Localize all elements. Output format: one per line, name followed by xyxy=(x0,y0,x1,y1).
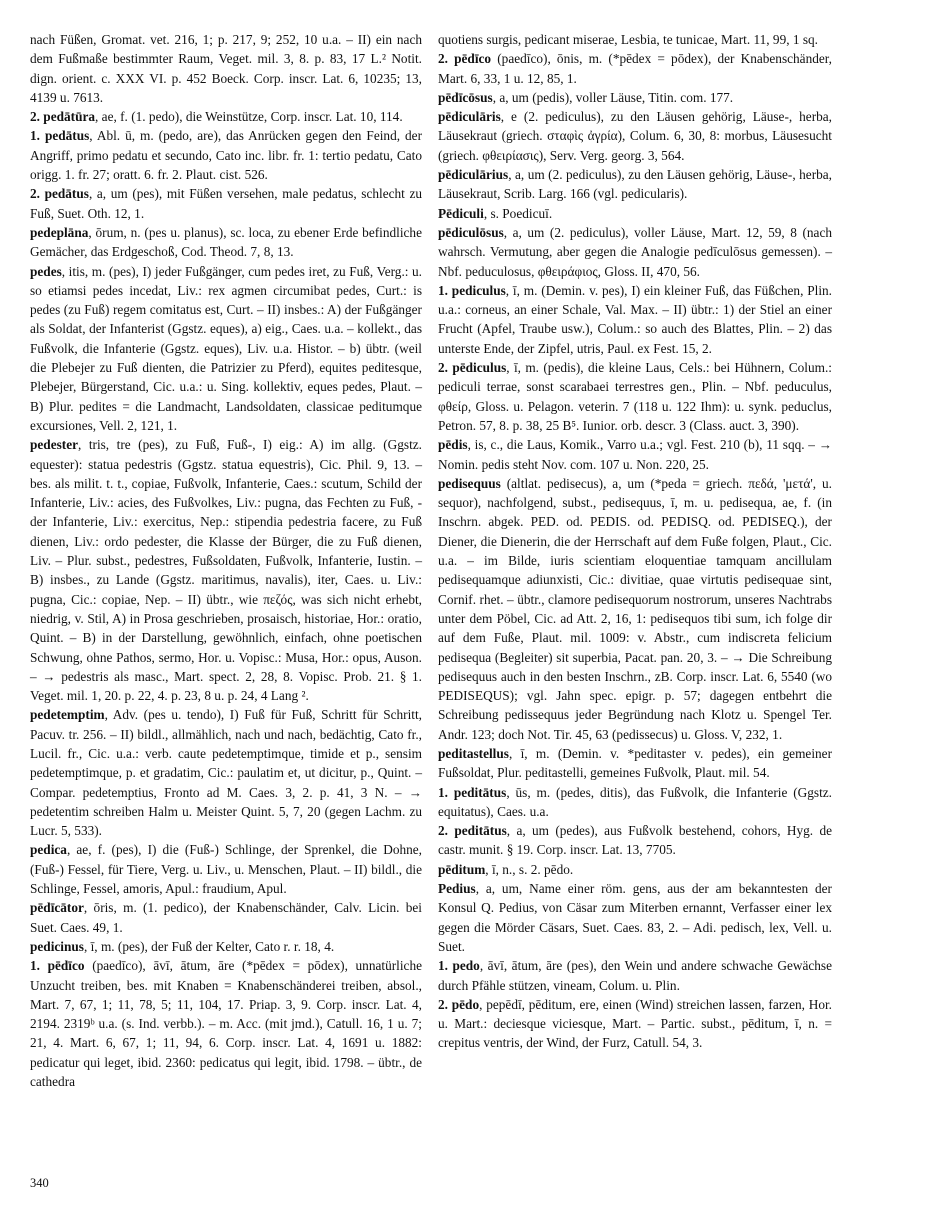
dictionary-entry xyxy=(438,435,832,474)
dictionary-entry xyxy=(438,204,832,223)
dictionary-entry xyxy=(438,165,832,204)
entry-headword: pēdiculāris xyxy=(438,109,501,125)
entry-headword: pēdīcātor xyxy=(30,900,84,916)
entry-headword: pēdīcōsus xyxy=(438,89,493,105)
dictionary-entry xyxy=(438,879,832,956)
entry-body: , a, um (pedis), voller Läuse, Titin. com. 177. xyxy=(492,89,734,105)
entry-headword: peditastellus xyxy=(438,745,509,761)
entry-headword: 1. peditātus xyxy=(438,784,507,800)
dictionary-entry xyxy=(438,30,832,49)
entry-body: , ī, m. (pedis), die kleine Laus, Cels.: bei Hühnern, Colum.: pediculi terrae, sonst scarabaei terrestres gen., Plin. – Nbf. peduculus, φθείρ, Gloss. u. Pelagon. veterin. 7 (118 u. 122 Ihm): u. synk. peduclus, Petron. 57, 8. p. 38, 25 B⁵. Iunior. orb. descr. 3 (Class. auct. 3, 390). xyxy=(438,360,832,433)
entry-headword: 2. pēdo xyxy=(438,996,480,1012)
dictionary-entry xyxy=(30,956,422,1091)
entry-headword: pēdis xyxy=(438,437,468,453)
dictionary-entry xyxy=(438,49,832,88)
dictionary-entry xyxy=(30,30,422,107)
entry-headword: pedetemptim xyxy=(30,707,105,723)
entry-headword: pedes xyxy=(30,263,62,279)
entry-body: , a, um (pes), mit Füßen versehen, male pedatus, schlecht zu Fuß, Suet. Oth. 12, 1. xyxy=(30,186,423,221)
entry-headword: 2. peditātus xyxy=(438,823,507,839)
entry-body: , e (2. pediculus), zu den Läusen gehörig, Läuse-, herba, Läusekraut (griech. σταφὶς ἀγρία), Colum. 6, 30, 8: morbus, Läusesucht (griech. φθειρίασις), Serv. Verg. georg. 3, 564. xyxy=(438,109,832,163)
entry-headword: Pedius xyxy=(438,881,476,897)
entry-headword: Pēdiculi xyxy=(438,205,484,221)
dictionary-entry xyxy=(438,107,832,165)
entry-body: , ī, n., s. 2. pēdo. xyxy=(485,861,574,877)
entry-body: , a, um (2. pediculus), voller Läuse, Mart. 12, 59, 8 (nach wahrsch. Vermutung, aber gegen die Analogie pedīculōsus gemessen). – Nbf. peduculosus, φθειράφιος, Gloss. II, 470, 56. xyxy=(438,224,832,279)
entry-headword: 1. pedo xyxy=(438,958,480,974)
entry-body: , tris, tre (pes), zu Fuß, Fuß-, I) eig.: A) im allg. (Ggstz. equester): statua pedestris (Ggstz. statua equestris), Cic. Phil. 9, 13. – bes. als milit. t. t., copiae, Fußvolk, Infanterie, Caes.: scutum, Schild der Infanterie, Liv.: acies, des Fußvolkes, Liv.: pugna, das Fechten zu Fuß, -der Infanterie, Liv.: exercitus, Nep.: stipendia pedestria facere, zu Fuß dienen, Liv.: ordo pedester, die Klasse der Bürger, die zu Fuß dienen, Liv. – Plur. subst., pedestres, Fußsoldaten, Fußvolk, Infanterie, Iustin. – B) insbes., zu Lande (Ggstz. maritimus, navalis), iter, Caes. u. Liv.: pugna, Cic.: copiae, Nep. – II) übtr., wie πεζός, was sich nicht erhebt, niedrig, v. Stil, A) in Prosa geschrieben, prosaisch, historiae, Hor.: oratio, Quint. – B) in der Darstellung, gewöhnlich, einfach, ohne poetischen Schwung, ohne Pathos, sermo, Hor. u. Vopisc.: Musa, Hor.: opus, Auson. – → pedestris als masc., Mart. spect. 2, 28, 8. Vopisc. Prob. 21. § 1. Veget. mil. 1, 20. p. 22, 4. p. 23, 8 u. p. 24, 4 Lang ². xyxy=(30,437,422,704)
dictionary-entry xyxy=(30,937,422,956)
entry-body: nach Füßen, Gromat. vet. 216, 1; p. 217, 9; 252, 10 u.a. – II) ein nach dem Fußmaße bestimmter Raum, Veget. mil. 3, 8. p. 83, 17 L.² Notit. dign. orient. c. XXX VI. p. 452 Boeck. Corp. inscr. Lat. 6, 10235; 13, 4139 u. 7613. xyxy=(30,32,422,105)
dictionary-entry xyxy=(438,744,832,783)
dictionary-entry xyxy=(438,995,832,1053)
entry-headword: 2. pēdiculus xyxy=(438,360,507,376)
entry-body: , s. Poedicuī. xyxy=(483,205,553,221)
dictionary-entry xyxy=(438,281,832,358)
entry-body: , Adv. (pes u. tendo), I) Fuß für Fuß, Schritt für Schritt, Pacuv. tr. 256. – II) bildl., allmählich, nach und nach, bedächtig, Cato fr., Lucil. fr., Cic. u.a.: verb. caute pedetemptimque, timide et p., sensim pedetemptimque, p. et gradatim, Cic.: paulatim et, ut dicitur, p., Quint. – Compar. pedetemptius, Fronto ad M. Caes. 3, 2. p. 41, 3 N. – → pedetentim schreiben Halm u. Meister Quint. 5, 7, 20 (gegen Lachm. zu Lucr. 5, 533). xyxy=(30,707,422,839)
entry-headword: pedicinus xyxy=(30,938,84,954)
entry-body: , ae, f. (1. pedo), die Weinstütze, Corp. inscr. Lat. 10, 114. xyxy=(95,109,403,125)
dictionary-entry xyxy=(438,358,832,435)
entry-body: (altlat. pedisecus), a, um (*peda = griech. πεδά, 'μετά', u. sequor), nachfolgend, subst., pedisequus, ī, m. u. pedisequa, ae, f. (in Inschrn. abgek. PED. od. PEDIS. od. PEDISQ. od. PEDISEQ.), der Diener, die Dienerin, die der Herrschaft auf dem Fuße folgen, Plaut., Cic. u.a. – im Bilde, iuris scientiam eloquentiae tamquam ancillulam pedisequamque adiunxisti, Cic.: divitiae, quae virtutis pedisequae sint, Cornif. rhet. – übtr., clamore pedisequorum nostrorum, unseres Nachtrabs unter dem Pöbel, Cic. ad Att. 2, 16, 1: pedisequos tibi sum, ich folge dir auf dem Fuße, Plaut. mil. 1009: v. Abstr., cum indiscreta felicium pedisequa (Begleiter) sit superbia, Pacat. pan. 20, 3. – → Die Schreibung pedisequus auch in den besten Inschrn., zB. Corp. inscr. Lat. 6, 5540 (wo PEDISEQUS); vgl. Jahn spec. epigr. p. 57; dagegen entbehrt die Schreibung pedissequus jeder Begründung nach Klotz u. Spengel Ter. Andr. 123; doch Not. Tir. 45, 63 (pedissecus) u. Gloss. V, 232, 1. xyxy=(438,475,832,742)
entry-body: , ūs, m. (pedes, ditis), das Fußvolk, die Infanterie (Ggstz. equitatus), Caes. u.a. xyxy=(438,784,832,819)
entry-headword: 2. pedātūra xyxy=(30,109,96,125)
dictionary-entry xyxy=(30,107,422,126)
dictionary-entry xyxy=(30,223,422,262)
entry-headword: 1. pēdīco xyxy=(30,958,85,974)
entry-body: , itis, m. (pes), I) jeder Fußgänger, cum pedes iret, zu Fuß, Verg.: u. so etiamsi pedes incedat, Liv.: rex agmen circumibat pedes, Curt.: is pedes (zu Fuß) regem comitatus est, Curt. – II) insbes.: A) der Fußgänger als Soldat, der Infanterist (Ggstz. eques), a) eig., Caes. u.a. – kollekt., das Fußvolk, die Infanterie (Ggstz. eques), Liv. u.a. Histor. – b) übtr. (weil die Plebejer zu Fuß dienten, die Patrizier zu Pferd), equites peditesque, Plebejer, Bürgerstand, Cic. u.a.: u. Sing. kollektiv, eques pedes, Plaut. – B) Plur. pedites = die Landmacht, Landsoldaten, classicae peditumque excursiones, Vell. 2, 121, 1. xyxy=(30,263,422,433)
dictionary-entry xyxy=(438,783,832,822)
entry-headword: 2. pedātus xyxy=(30,186,89,202)
dictionary-entry xyxy=(30,705,422,840)
left-column xyxy=(30,30,422,1091)
dictionary-entry xyxy=(30,840,422,898)
dictionary-entry xyxy=(438,821,832,860)
entry-body: , ī, m. (Demin. v. pes), I) ein kleiner Fuß, das Füßchen, Plin. u.a.: corneus, an einer Schale, Val. Max. – II) übtr.: 1) der Stiel an einer Frucht (Apfel, Traube usw.), Colum.: so auch des Blattes, Plin. – 2) das unterste Ende, der Zipfel, utris, Paul. ex Fest. 15, 2. xyxy=(438,282,832,356)
dictionary-entry xyxy=(30,898,422,937)
dictionary-entry xyxy=(438,860,832,879)
dictionary-entry xyxy=(438,223,832,281)
page-number: 340 xyxy=(30,1176,49,1190)
entry-headword: 1. pediculus xyxy=(438,282,506,298)
entry-body: , ī, m. (Demin. v. *peditaster v. pedes), ein gemeiner Fußsoldat, Plur. peditastelli, gemeines Fußvolk, Plaut. mil. 54. xyxy=(438,745,832,781)
entry-body: , Abl. ū, m. (pedo, are), das Anrücken gegen den Feind, der Angriff, primo pedatu et secundo, Cato inc. libr. fr. 1: tertio pedatu, Cato origg. 1. fr. 27; oratt. 6. fr. 2. Plaut. cist. 526. xyxy=(30,128,422,183)
entry-body: , ōris, m. (1. pedico), der Knabenschänder, Calv. Licin. bei Suet. Caes. 49, 1. xyxy=(30,900,422,935)
entry-headword: pēditum xyxy=(438,861,486,877)
dictionary-entry xyxy=(438,956,832,995)
entry-body: , ae, f. (pes), I) die (Fuß-) Schlinge, der Sprenkel, die Dohne, (Fuß-) Fessel, für Tiere, Verg. u. Liv., u. Menschen, Plaut. – II) bildl., die Schlinge, Fessel, amoris, Apul.: fraudium, Apul. xyxy=(30,842,422,897)
dictionary-entry xyxy=(30,126,422,184)
entry-body: , ī, m. (pes), der Fuß der Kelter, Cato r. r. 18, 4. xyxy=(83,938,335,954)
entry-body: , is, c., die Laus, Komik., Varro u.a.; vgl. Fest. 210 (b), 11 sqq. – → Nomin. pedis steht Nov. com. 107 u. Non. 220, 25. xyxy=(438,437,832,472)
entry-headword: pedica xyxy=(30,842,67,858)
entry-body: , a, um, Name einer röm. gens, aus der am bekanntesten der Konsul Q. Pedius, von Cäsar zum Miterben ernannt, Verfasser einer lex gegen die Mörder Cäsars, Suet. Caes. 83, 2. – Adi. pedisch, lex, Vell. u. Suet. xyxy=(438,881,832,954)
entry-body: (paedīco), āvī, ātum, āre (*pēdex = pōdex), unnatürliche Unzucht treiben, bes. mit Knaben = Knabenschänderei treiben, absol., Mart. 7, 67, 1; 11, 78, 5; 11, 104, 17. Priap. 3, 9. Corp. inscr. Lat. 4, 2194. 2319ᵇ u.a. (s. Ind. verbb.). – m. Acc. (mit jmd.), Catull. 16, 1 u. 7; 21, 4. Mart. 6, 67, 1; 11, 94, 6. Corp. inscr. Lat. 4, 1691 u. 1882: pedicatur qui leget, ibid. 2360: pedicatus qui legit, ibid. 1798. – übtr., de cathedra xyxy=(30,958,422,1090)
entry-body: , āvī, ātum, āre (pes), den Wein und andere schwache Gewächse durch Pfähle stützen, vineam, Colum. u. Plin. xyxy=(438,958,832,993)
entry-headword: pēdiculōsus xyxy=(438,224,504,240)
entry-headword: 1. pedātus xyxy=(30,128,90,144)
dictionary-entry xyxy=(30,435,422,705)
entry-body: , a, um (pedes), aus Fußvolk bestehend, cohors, Hyg. de castr. munit. § 19. Corp. inscr. Lat. 13, 7705. xyxy=(438,823,832,858)
entry-headword: pedester xyxy=(30,437,78,453)
entry-headword: 2. pēdīco xyxy=(438,51,492,67)
dictionary-entry xyxy=(30,184,422,223)
entry-headword: pēdiculārius xyxy=(438,167,509,183)
dictionary-entry xyxy=(438,474,832,744)
entry-headword: pedisequus xyxy=(438,475,501,491)
entry-body: , pepēdī, pēditum, ere, einen (Wind) streichen lassen, farzen, Hor. u. Mart.: deciesque viciesque, Mart. – Partic. subst., pēditum, ī, n. = crepitus ventris, der Wind, der Furz, Catull. 54, 3. xyxy=(438,996,833,1051)
entry-body: , a, um (2. pediculus), zu den Läusen gehörig, Läuse-, herba, Läusekraut, Scrib. Larg. 166 (vgl. pedicularis). xyxy=(438,167,832,202)
dictionary-entry xyxy=(438,88,832,107)
entry-headword: pedeplāna xyxy=(30,224,89,240)
entry-body: (paedīco), ōnis, m. (*pēdex = pōdex), der Knabenschänder, Mart. 6, 33, 1 u. 12, 85, 1. xyxy=(438,51,832,86)
entry-body: , ōrum, n. (pes u. planus), sc. loca, zu ebener Erde befindliche Gemächer, das Erdgeschoß, Cod. Theod. 7, 8, 13. xyxy=(30,224,422,260)
right-column xyxy=(438,30,832,1053)
entry-body: quotiens surgis, pedicant miserae, Lesbia, te tunicae, Mart. 11, 99, 1 sq. xyxy=(438,32,818,47)
dictionary-entry xyxy=(30,262,422,436)
